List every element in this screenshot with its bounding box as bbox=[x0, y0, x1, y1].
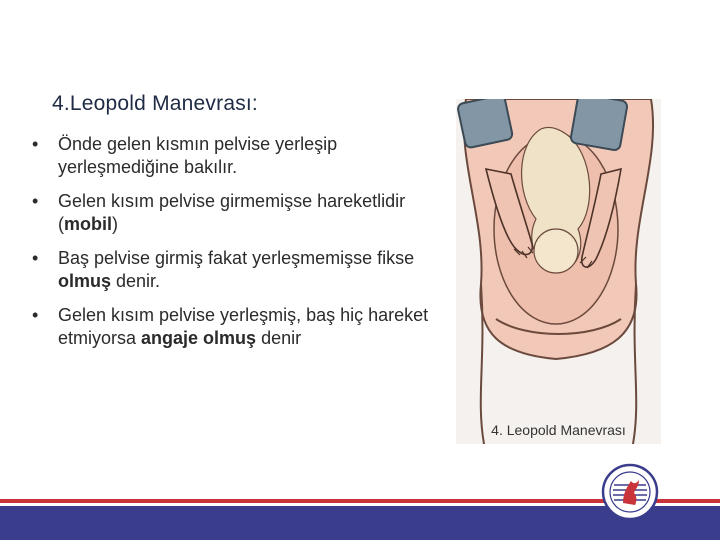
bullet-dot: • bbox=[32, 134, 39, 154]
bullet-text bbox=[58, 134, 337, 177]
bullet-text-segment: denir bbox=[256, 328, 302, 348]
bullet-text-segment: denir. bbox=[111, 271, 161, 291]
abdomen-hands-drawing bbox=[456, 99, 661, 444]
bullet-text bbox=[58, 248, 414, 291]
bullet-item bbox=[32, 133, 452, 179]
bullet-dot: • bbox=[32, 191, 39, 211]
bullet-bold-term: olmuş bbox=[58, 271, 112, 291]
slide-title: 4.Leopold Manevrası: bbox=[52, 92, 258, 115]
bullet-text bbox=[58, 305, 428, 348]
bullet-text bbox=[58, 191, 405, 234]
bullet-bold-term: mobil bbox=[64, 214, 112, 234]
bullet-text-segment: Önde gelen kısmın pelvise yerleşip yerleşmediğine bakılır. bbox=[58, 134, 338, 177]
bullet-text-segment: Gelen kısım pelvise yerleşmiş, baş hiç hareket etmiyorsa bbox=[58, 305, 429, 348]
bullet-item bbox=[32, 190, 452, 236]
bullet-bold-term: angaje olmuş bbox=[141, 328, 257, 348]
leopold-maneuver-illustration bbox=[456, 99, 661, 444]
bullet-item bbox=[32, 304, 452, 350]
bullet-text-segment: ) bbox=[112, 214, 118, 234]
image-caption: 4. Leopold Manevrası bbox=[491, 422, 626, 438]
bullet-list bbox=[32, 133, 452, 361]
bullet-dot: • bbox=[32, 248, 39, 268]
bullet-text-segment: Baş pelvise girmiş fakat yerleşmemişse fikse bbox=[58, 248, 415, 268]
university-seal-icon bbox=[601, 463, 659, 521]
bullet-dot: • bbox=[32, 305, 39, 325]
bullet-item bbox=[32, 247, 452, 293]
bullet-text-segment: Gelen kısım pelvise girmemişse hareketlidir ( bbox=[58, 191, 406, 234]
